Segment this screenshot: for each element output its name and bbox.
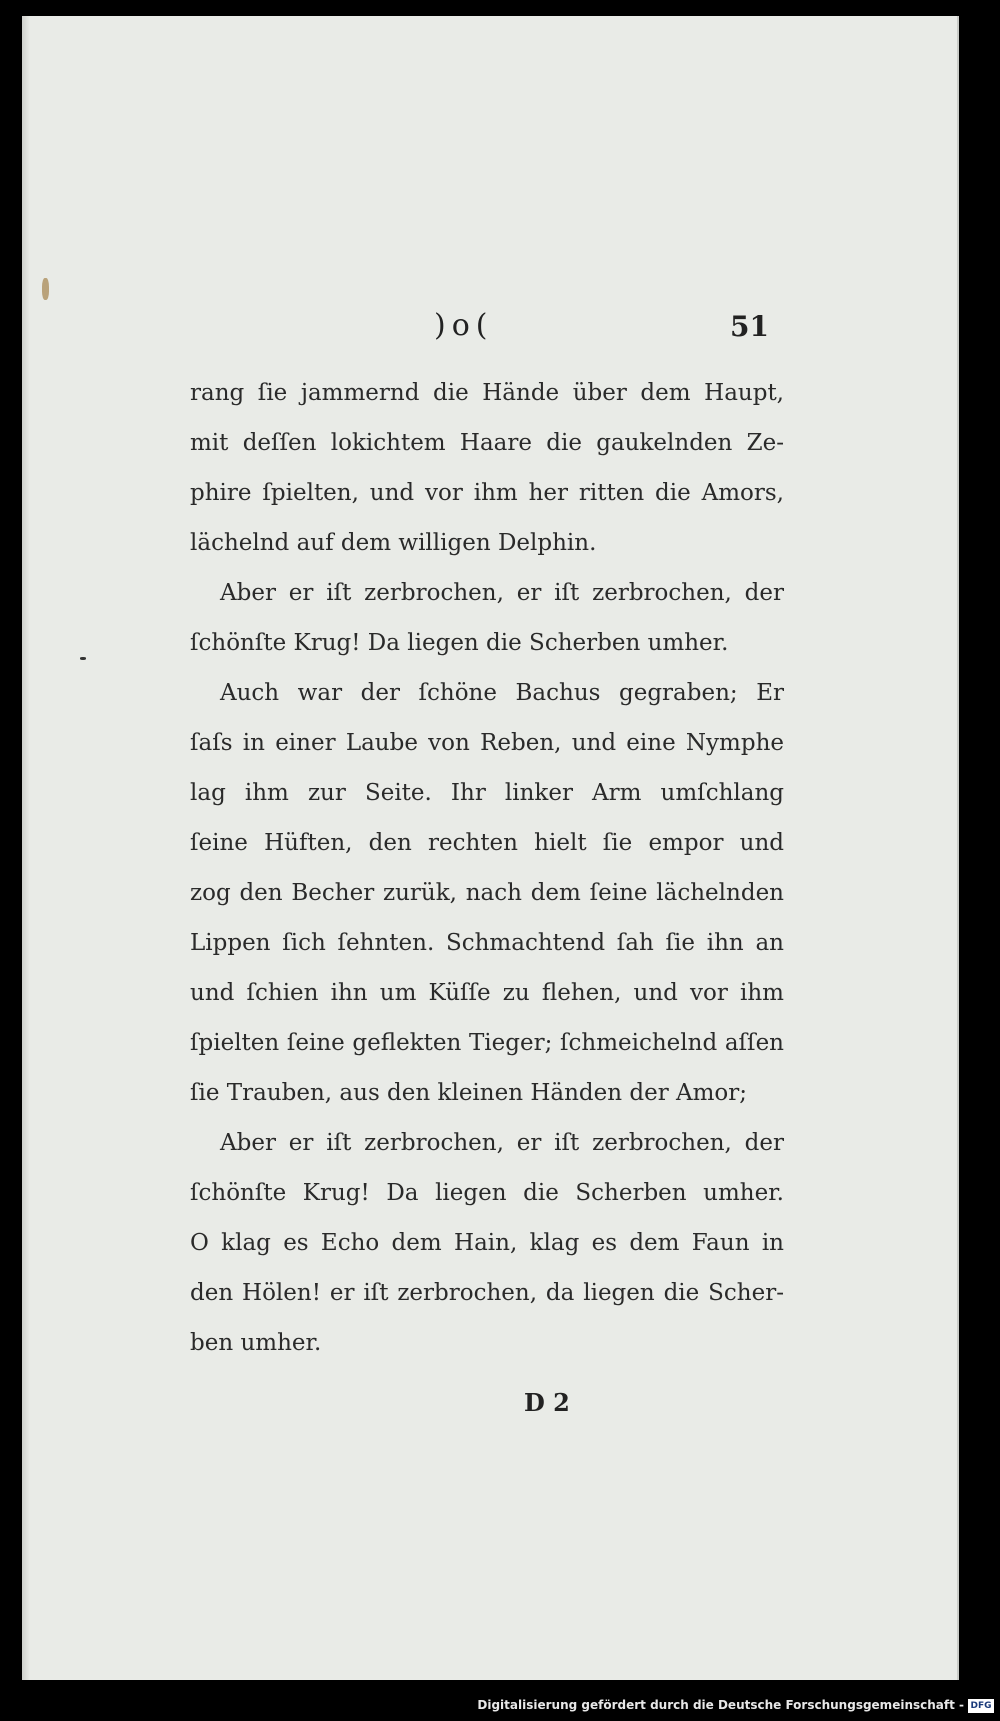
text-line: lag ihm zur Seite. Ihr linker Arm umſchlang <box>190 780 784 806</box>
text-line: lächelnd auf dem willigen Delphin. <box>190 530 597 556</box>
funding-credit: Digitalisierung gefördert durch die Deutsche Forschungsgemeinschaft - <box>477 1698 964 1712</box>
text-line: ſchönſte Krug! Da liegen die Scherben umher. <box>190 1180 784 1206</box>
paper-stain <box>80 657 86 660</box>
running-head: )o( <box>434 308 494 343</box>
signature-mark: D 2 <box>524 1388 570 1417</box>
digitization-footer <box>0 1698 1000 1718</box>
text-line: ſie Trauben, aus den kleinen Händen der Amor; <box>190 1080 748 1106</box>
text-line: Lippen ſich ſehnten. Schmachtend ſah ſie ihn an <box>190 930 784 956</box>
text-line: Aber er iſt zerbrochen, er iſt zerbrochen, der <box>220 1130 784 1156</box>
text-line: O klag es Echo dem Hain, klag es dem Faun in <box>190 1230 784 1256</box>
text-line: mit deſſen lokichtem Haare die gaukelnden Ze- <box>190 430 784 456</box>
text-line: ben umher. <box>190 1330 322 1356</box>
text-line: ſchönſte Krug! Da liegen die Scherben umher. <box>190 630 729 656</box>
text-line: zog den Becher zurük, nach dem ſeine lächelnden <box>190 880 784 906</box>
text-line: phire ſpielten, und vor ihm her ritten die Amors, <box>190 480 784 506</box>
text-line: rang ſie jammernd die Hände über dem Haupt, <box>190 380 784 406</box>
page-header <box>22 308 957 348</box>
book-page <box>22 16 959 1680</box>
text-line: Aber er iſt zerbrochen, er iſt zerbrochen, der <box>220 580 784 606</box>
text-line: Auch war der ſchöne Bachus gegraben; Er <box>220 680 784 706</box>
page-number: 51 <box>730 310 769 343</box>
body-text <box>190 368 784 1368</box>
paper-stain <box>42 278 49 300</box>
text-line: ſeine Hüften, den rechten hielt ſie empor und <box>190 830 784 856</box>
page-edge-shadow <box>22 16 30 1680</box>
text-line: ſaſs in einer Laube von Reben, und eine Nymphe <box>190 730 784 756</box>
text-line: den Hölen! er iſt zerbrochen, da liegen die Scher- <box>190 1280 784 1306</box>
text-line: und ſchien ihn um Küſſe zu flehen, und vor ihm <box>190 980 784 1006</box>
dfg-logo: DFG <box>968 1699 994 1713</box>
text-line: ſpielten ſeine geflekten Tieger; ſchmeichelnd aſſen <box>190 1030 784 1056</box>
